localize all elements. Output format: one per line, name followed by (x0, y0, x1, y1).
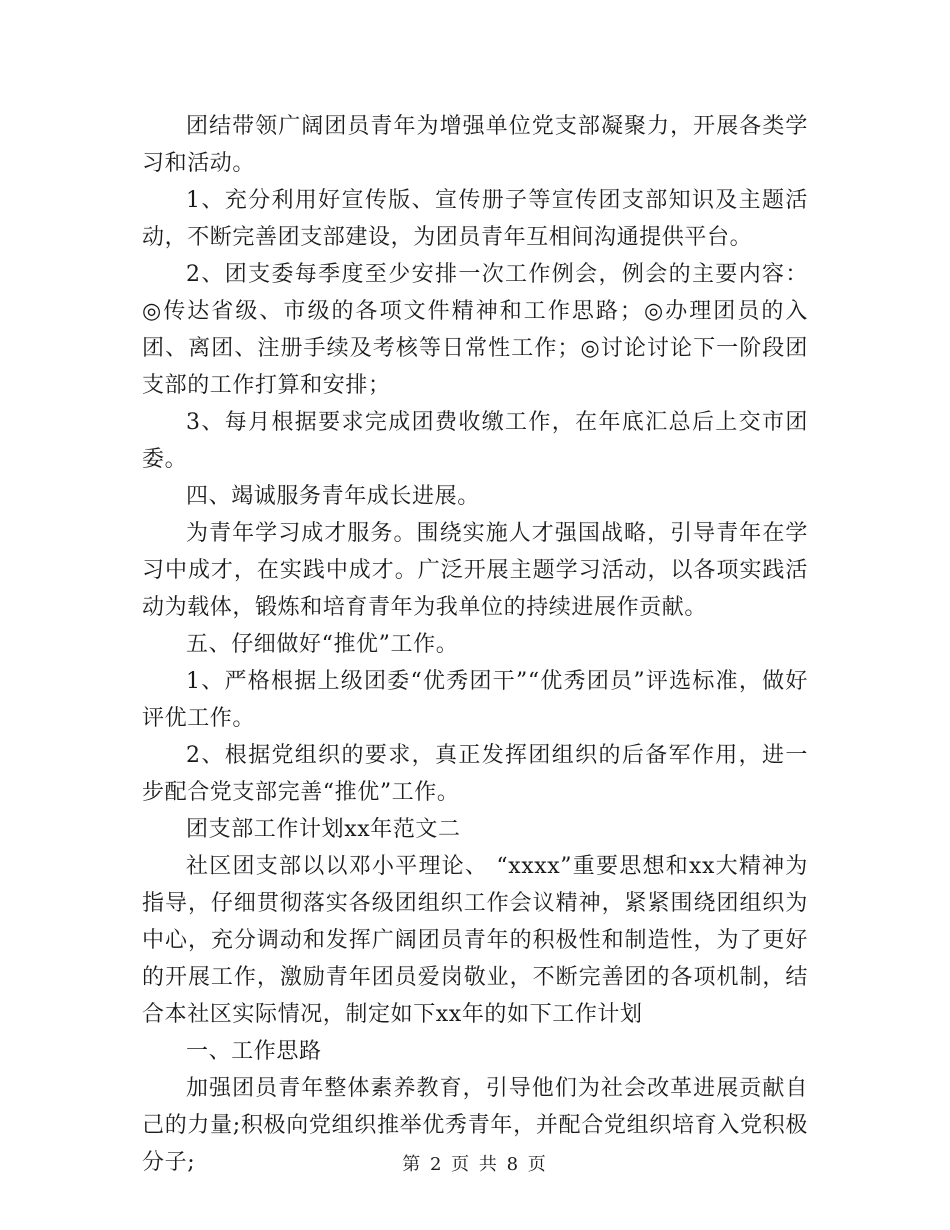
paragraph: 团结带领广阔团员青年为增强单位党支部凝聚力，开展各类学习和活动。 (142, 114, 808, 176)
paragraph: 2、根据党组织的要求，真正发挥团组织的后备军作用，进一步配合党支部完善“推优”工作。 (142, 743, 808, 805)
paragraph: 加强团员青年整体素养教育，引导他们为社会改革进展贡献自己的力量;积极向党组织推举优秀青年，并配合党组织培育入党积极分子; (142, 1076, 808, 1175)
paragraph: 1、严格根据上级团委“优秀团干”“优秀团员”评选标准，做好评优工作。 (142, 669, 808, 731)
document-body (142, 108, 808, 1181)
paragraph: 为青年学习成才服务。围绕实施人才强国战略，引导青年在学习中成才，在实践中成才。广泛开展主题学习活动，以各项实践活动为载体，锻炼和培育青年为我单位的持续进展作贡献。 (142, 521, 808, 620)
paragraph: 1、充分利用好宣传版、宣传册子等宣传团支部知识及主题活动，不断完善团支部建设，为团员青年互相间沟通提供平台。 (142, 188, 808, 250)
document-subtitle: 团支部工作计划xx年范文二 (186, 817, 461, 842)
paragraph: 社区团支部以以邓小平理论、 “xxxx”重要思想和xx大精神为指导，仔细贯彻落实各级团组织工作会议精神，紧紧围绕团组织为中心，充分调动和发挥广阔团员青年的积极性和制造性，为了更好的开展工作，激励青年团员爱岗敬业，不断完善团的各项机制，结合本社区实际情况，制定如下xx年的如下工作计划 (142, 854, 808, 1027)
paragraph: 2、团支委每季度至少安排一次工作例会，例会的主要内容： ◎传达省级、市级的各项文件精神和工作思路；◎办理团员的入团、离团、注册手续及考核等日常性工作；◎讨论讨论下一阶段团支部的工作打算和安排； (142, 262, 808, 398)
paragraph: 3、每月根据要求完成团费收缴工作，在年底汇总后上交市团委。 (142, 410, 808, 472)
section-heading: 一、工作思路 (186, 1039, 322, 1064)
section-heading: 四、竭诚服务青年成长进展。 (186, 484, 480, 509)
section-heading: 五、仔细做好“推优”工作。 (186, 632, 459, 657)
page-number-footer: 第 2 页 共 8 页 (402, 1154, 548, 1175)
